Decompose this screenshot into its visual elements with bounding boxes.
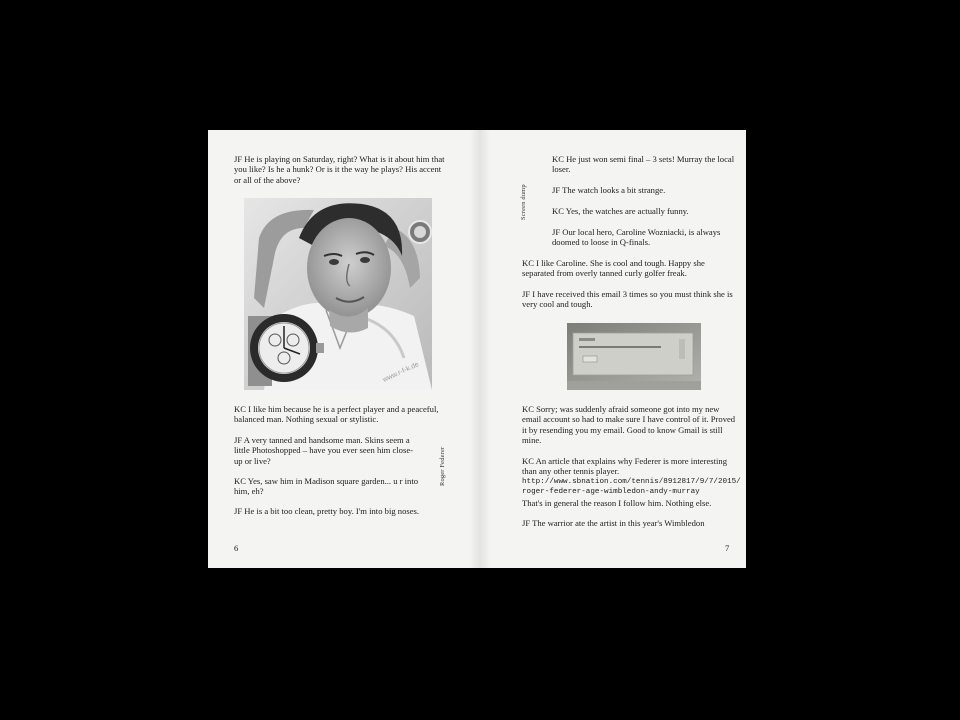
left-paragraph-4: KC Yes, saw him in Madison square garden... u r into him, eh? [234,476,419,497]
right-paragraph-7: KC Sorry; was suddenly afraid someone got into my new email account so had to make sure I have control of it. Proved it by resending you my email. Good to know Gmail is still mine. [522,404,736,446]
right-page [480,130,746,568]
article-url-line-2[interactable]: roger-federer-age-wimbledon-andy-murray [522,488,700,497]
right-paragraph-4: JF Our local hero, Caroline Wozniacki, is always doomed to loose in Q-finals. [552,227,721,248]
left-paragraph-2: KC I like him because he is a perfect player and a peaceful, balanced man. Nothing sexual or stylistic. [234,404,439,425]
left-page [208,130,480,568]
right-paragraph-1: KC He just won semi final – 3 sets! Murray the local loser. [552,154,735,175]
screen-dump-caption: Screen dump [520,184,527,220]
right-paragraph-3: KC Yes, the watches are actually funny. [552,206,689,216]
portrait-illustration [244,198,432,390]
article-url-line-1[interactable]: http://www.sbnation.com/tennis/8912817/9/7/2015/ [522,477,741,486]
portrait-photo-icon [244,198,432,390]
left-paragraph-5: JF He is a bit too clean, pretty boy. I'm into big noses. [234,506,420,516]
photo-caption: Roger Federer [439,446,446,486]
article-block [522,456,740,508]
left-paragraph-3: JF A very tanned and handsome man. Skins seem a little Photoshopped – have you ever seen him close-up or live? [234,435,413,466]
right-paragraph-5: KC I like Caroline. She is cool and tough. Happy she separated from overly tanned curly golfer freak. [522,258,705,279]
gmail-screen-dump-icon [567,323,701,390]
article-outro: That's in general the reason I follow him. Nothing else. [522,497,712,508]
article-intro: KC An article that explains why Federer is more interesting than any other tennis player. [522,456,728,477]
svg-text:www.r-f-k.de: www.r-f-k.de [381,361,421,384]
page-number-left: 6 [234,543,239,553]
right-paragraph-6: JF I have received this email 3 times so you must think she is very cool and tough. [522,289,733,310]
book-spread [208,130,746,568]
screen-dump-illustration [567,323,701,390]
right-paragraph-8: JF The warrior ate the artist in this year's Wimbledon [522,518,705,528]
right-paragraph-2: JF The watch looks a bit strange. [552,185,666,195]
left-paragraph-1: JF He is playing on Saturday, right? What is it about him that you like? Is he a hunk? Or is it the way he plays? His accent or all of the above? [234,154,445,185]
page-number-right: 7 [725,543,730,553]
